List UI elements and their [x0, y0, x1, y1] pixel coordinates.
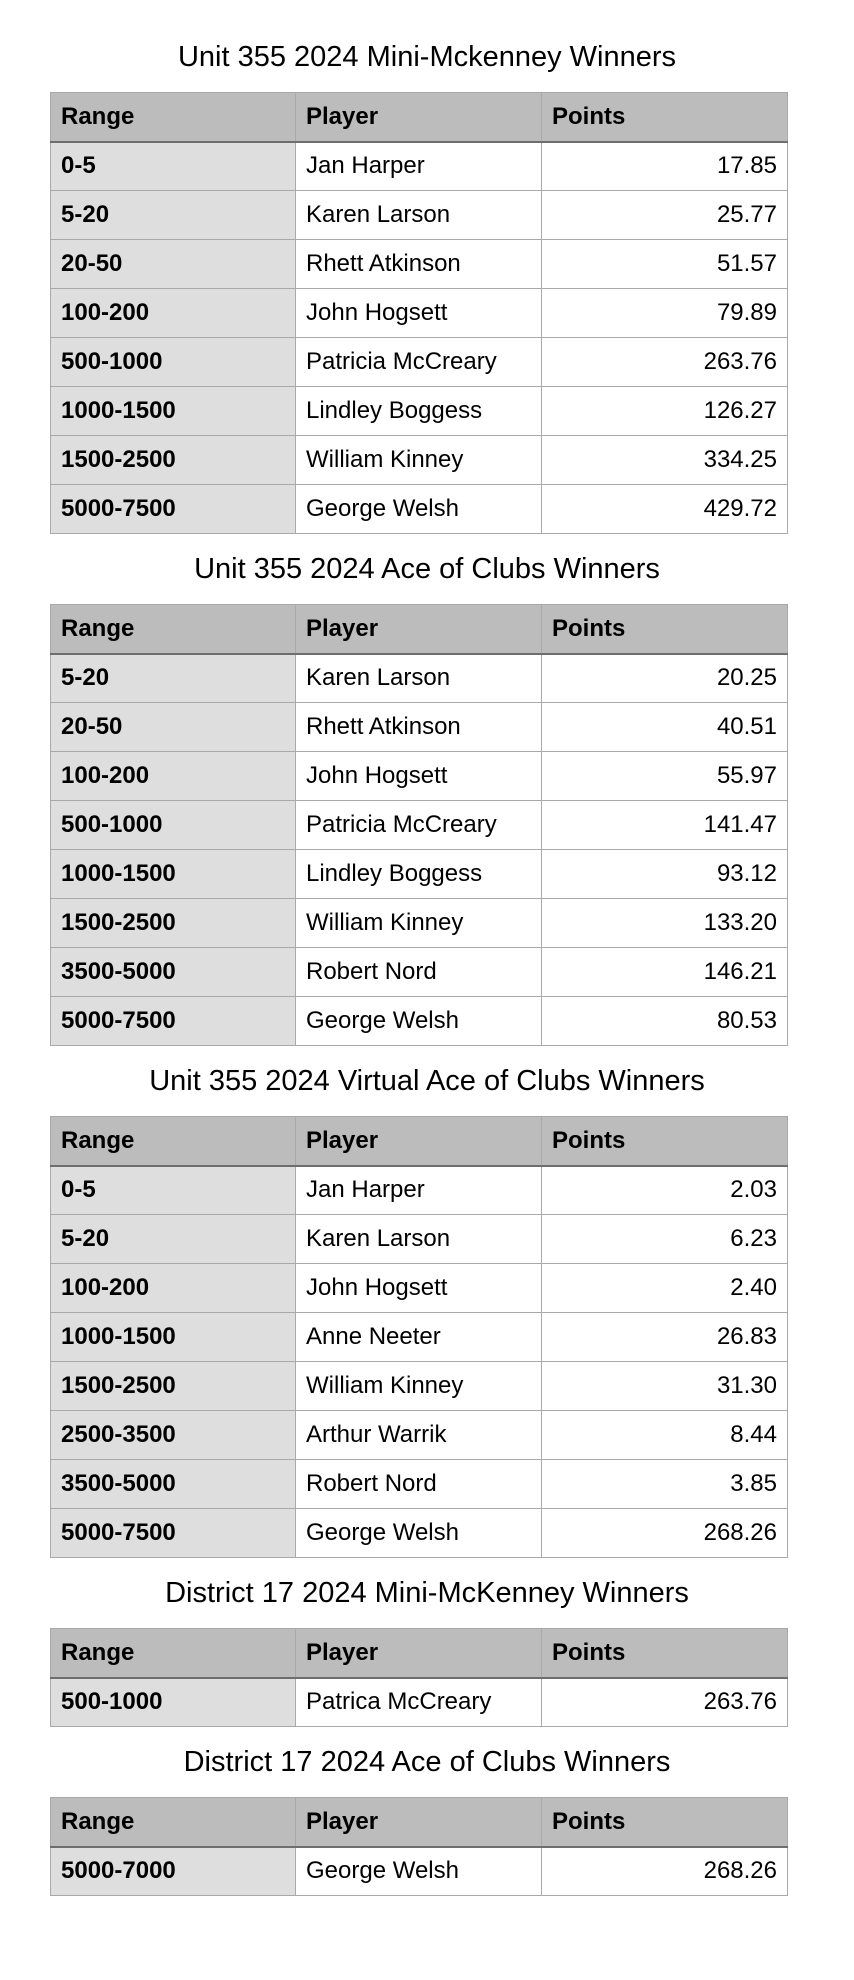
points-cell: 80.53 [542, 997, 788, 1046]
results-section [0, 1578, 854, 1747]
column-header-player: Player [296, 1117, 542, 1166]
player-cell: George Welsh [296, 1847, 542, 1896]
range-cell: 5000-7000 [51, 1847, 296, 1896]
section-title: Unit 355 2024 Virtual Ace of Clubs Winners [149, 1065, 705, 1097]
table-row [51, 850, 788, 899]
range-cell: 500-1000 [51, 338, 296, 387]
points-cell: 2.40 [542, 1264, 788, 1313]
column-header-points: Points [542, 1798, 788, 1847]
table-header-row [51, 93, 788, 142]
points-cell: 3.85 [542, 1460, 788, 1509]
points-cell: 6.23 [542, 1215, 788, 1264]
table-header-row [51, 605, 788, 654]
table-row [51, 1215, 788, 1264]
results-section [0, 1747, 854, 1916]
player-cell: William Kinney [296, 436, 542, 485]
range-cell: 3500-5000 [51, 1460, 296, 1509]
range-cell: 5-20 [51, 191, 296, 240]
table-row [51, 1166, 788, 1215]
points-cell: 31.30 [542, 1362, 788, 1411]
points-cell: 51.57 [542, 240, 788, 289]
table-row [51, 1460, 788, 1509]
winners-table [50, 1797, 788, 1896]
points-cell: 334.25 [542, 436, 788, 485]
range-cell: 1000-1500 [51, 850, 296, 899]
column-header-points: Points [542, 1117, 788, 1166]
winners-table [50, 1116, 788, 1558]
table-row [51, 338, 788, 387]
range-cell: 20-50 [51, 703, 296, 752]
points-cell: 17.85 [542, 142, 788, 191]
player-cell: Jan Harper [296, 1166, 542, 1215]
column-header-range: Range [51, 93, 296, 142]
table-row [51, 436, 788, 485]
table-row [51, 801, 788, 850]
player-cell: John Hogsett [296, 752, 542, 801]
column-header-points: Points [542, 1629, 788, 1678]
player-cell: Patricia McCreary [296, 801, 542, 850]
table-row [51, 752, 788, 801]
points-cell: 2.03 [542, 1166, 788, 1215]
table-row [51, 387, 788, 436]
column-header-player: Player [296, 1629, 542, 1678]
table-row [51, 1313, 788, 1362]
table-row [51, 191, 788, 240]
player-cell: Lindley Boggess [296, 850, 542, 899]
section-title: District 17 2024 Ace of Clubs Winners [183, 1746, 671, 1778]
table-row [51, 1678, 788, 1727]
points-cell: 8.44 [542, 1411, 788, 1460]
range-cell: 2500-3500 [51, 1411, 296, 1460]
points-cell: 146.21 [542, 948, 788, 997]
player-cell: John Hogsett [296, 1264, 542, 1313]
range-cell: 5000-7500 [51, 485, 296, 534]
range-cell: 5000-7500 [51, 1509, 296, 1558]
player-cell: Karen Larson [296, 654, 542, 703]
range-cell: 3500-5000 [51, 948, 296, 997]
range-cell: 20-50 [51, 240, 296, 289]
table-row [51, 1509, 788, 1558]
points-cell: 429.72 [542, 485, 788, 534]
player-cell: Arthur Warrik [296, 1411, 542, 1460]
winners-table [50, 604, 788, 1046]
player-cell: Anne Neeter [296, 1313, 542, 1362]
points-cell: 55.97 [542, 752, 788, 801]
player-cell: George Welsh [296, 997, 542, 1046]
points-cell: 126.27 [542, 387, 788, 436]
section-title: Unit 355 2024 Ace of Clubs Winners [194, 553, 660, 585]
column-header-player: Player [296, 93, 542, 142]
points-cell: 268.26 [542, 1509, 788, 1558]
range-cell: 0-5 [51, 142, 296, 191]
range-cell: 100-200 [51, 289, 296, 338]
table-row [51, 703, 788, 752]
points-cell: 263.76 [542, 338, 788, 387]
winners-table [50, 1628, 788, 1727]
player-cell: George Welsh [296, 485, 542, 534]
table-header-row [51, 1117, 788, 1166]
table-row [51, 948, 788, 997]
column-header-range: Range [51, 1798, 296, 1847]
table-row [51, 1847, 788, 1896]
table-row [51, 289, 788, 338]
column-header-range: Range [51, 1629, 296, 1678]
table-row [51, 654, 788, 703]
player-cell: Rhett Atkinson [296, 703, 542, 752]
results-section [0, 1066, 854, 1578]
results-section [0, 42, 854, 554]
range-cell: 1500-2500 [51, 899, 296, 948]
player-cell: Patricia McCreary [296, 338, 542, 387]
player-cell: Karen Larson [296, 191, 542, 240]
range-cell: 0-5 [51, 1166, 296, 1215]
section-title: District 17 2024 Mini-McKenney Winners [165, 1577, 689, 1609]
player-cell: Jan Harper [296, 142, 542, 191]
points-cell: 263.76 [542, 1678, 788, 1727]
points-cell: 40.51 [542, 703, 788, 752]
player-cell: John Hogsett [296, 289, 542, 338]
points-cell: 79.89 [542, 289, 788, 338]
player-cell: George Welsh [296, 1509, 542, 1558]
points-cell: 133.20 [542, 899, 788, 948]
player-cell: Patrica McCreary [296, 1678, 542, 1727]
points-cell: 26.83 [542, 1313, 788, 1362]
range-cell: 5000-7500 [51, 997, 296, 1046]
points-cell: 25.77 [542, 191, 788, 240]
column-header-range: Range [51, 1117, 296, 1166]
table-row [51, 899, 788, 948]
points-cell: 20.25 [542, 654, 788, 703]
player-cell: Rhett Atkinson [296, 240, 542, 289]
range-cell: 1500-2500 [51, 1362, 296, 1411]
points-cell: 141.47 [542, 801, 788, 850]
player-cell: Karen Larson [296, 1215, 542, 1264]
range-cell: 100-200 [51, 1264, 296, 1313]
column-header-player: Player [296, 1798, 542, 1847]
table-header-row [51, 1629, 788, 1678]
points-cell: 93.12 [542, 850, 788, 899]
player-cell: William Kinney [296, 1362, 542, 1411]
column-header-player: Player [296, 605, 542, 654]
points-cell: 268.26 [542, 1847, 788, 1896]
player-cell: Robert Nord [296, 948, 542, 997]
range-cell: 500-1000 [51, 801, 296, 850]
results-section [0, 554, 854, 1066]
column-header-range: Range [51, 605, 296, 654]
table-row [51, 1411, 788, 1460]
range-cell: 100-200 [51, 752, 296, 801]
table-row [51, 997, 788, 1046]
player-cell: Lindley Boggess [296, 387, 542, 436]
table-row [51, 1264, 788, 1313]
table-row [51, 1362, 788, 1411]
table-row [51, 142, 788, 191]
table-row [51, 240, 788, 289]
range-cell: 5-20 [51, 654, 296, 703]
table-row [51, 485, 788, 534]
range-cell: 1500-2500 [51, 436, 296, 485]
table-header-row [51, 1798, 788, 1847]
section-title: Unit 355 2024 Mini-Mckenney Winners [177, 41, 677, 73]
column-header-points: Points [542, 605, 788, 654]
range-cell: 1000-1500 [51, 1313, 296, 1362]
winners-table [50, 92, 788, 534]
player-cell: Robert Nord [296, 1460, 542, 1509]
range-cell: 1000-1500 [51, 387, 296, 436]
column-header-points: Points [542, 93, 788, 142]
range-cell: 500-1000 [51, 1678, 296, 1727]
player-cell: William Kinney [296, 899, 542, 948]
range-cell: 5-20 [51, 1215, 296, 1264]
